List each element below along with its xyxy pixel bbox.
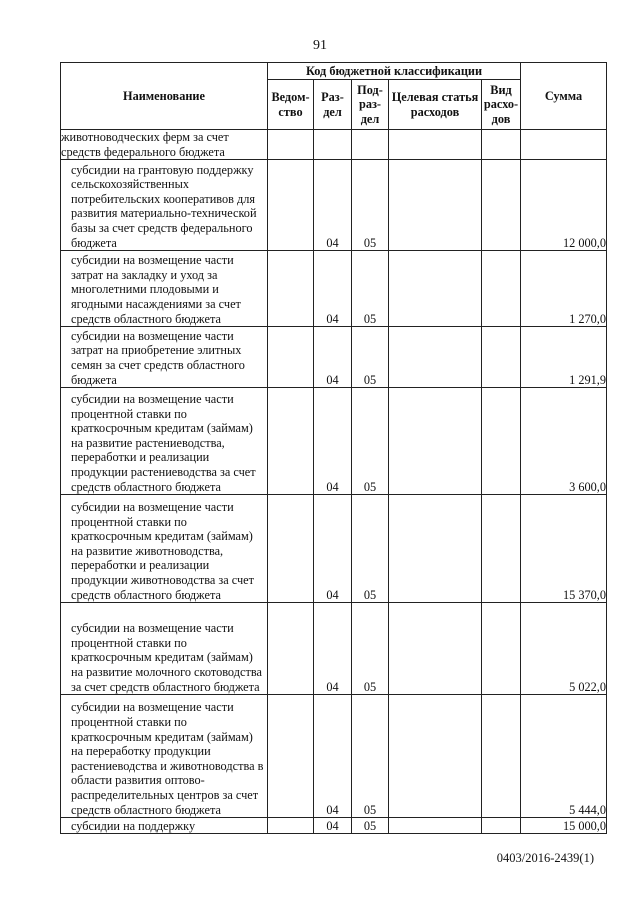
row-dept [268, 160, 314, 251]
table-header [61, 63, 607, 130]
row-name [61, 603, 268, 695]
row-name [61, 388, 268, 495]
row-target [389, 130, 482, 160]
col-header-sum: Сумма [521, 63, 607, 130]
row-name-text: субсидии на возмещение части процентной ставки по краткосрочным кредитам (займам) на переработку продукции растениеводства и животноводства в области развития оптово-распределительных центров за счет средств областного бюджета [71, 700, 264, 817]
row-sum: 3 600,0 [521, 388, 607, 495]
row-section: 04 [314, 495, 352, 603]
row-subsection: 05 [352, 160, 389, 251]
row-section: 04 [314, 251, 352, 327]
row-sum: 1 291,9 [521, 327, 607, 388]
budget-table [60, 62, 607, 834]
table-row [61, 495, 607, 603]
row-section: 04 [314, 327, 352, 388]
row-kind [482, 388, 521, 495]
row-dept [268, 695, 314, 818]
row-sum [521, 130, 607, 160]
document-code: 0403/2016-2439(1) [496, 851, 594, 865]
row-name [61, 495, 268, 603]
row-target [389, 603, 482, 695]
table-row [61, 160, 607, 251]
row-sum: 1 270,0 [521, 251, 607, 327]
row-kind [482, 495, 521, 603]
row-name: животноводческих ферм за счет средств федерального бюджета [61, 130, 268, 160]
row-kind [482, 818, 521, 834]
row-dept [268, 495, 314, 603]
row-target [389, 695, 482, 818]
row-name [61, 251, 268, 327]
row-subsection: 05 [352, 251, 389, 327]
row-subsection: 05 [352, 388, 389, 495]
row-name-text: субсидии на грантовую поддержку сельскохозяйственных потребительских кооперативов для развития материально-технической базы за счет средств федерального бюджета [71, 162, 257, 250]
row-name [61, 327, 268, 388]
row-dept [268, 603, 314, 695]
row-name-text: субсидии на возмещение части процентной ставки по краткосрочным кредитам (займам) на развитие растениеводства, переработки и реализации продукции растениеводства за счет средств областного бюджета [71, 392, 256, 494]
row-section: 04 [314, 818, 352, 834]
row-dept [268, 818, 314, 834]
row-kind [482, 695, 521, 818]
row-subsection: 05 [352, 327, 389, 388]
row-kind [482, 130, 521, 160]
row-sum: 5 444,0 [521, 695, 607, 818]
col-header-kind: Вид расхо-дов [482, 80, 521, 130]
row-subsection: 05 [352, 695, 389, 818]
row-target [389, 818, 482, 834]
row-kind [482, 251, 521, 327]
col-header-classification-group: Код бюджетной классификации [268, 63, 521, 80]
row-target [389, 160, 482, 251]
row-name-text: субсидии на возмещение части процентной ставки по краткосрочным кредитам (займам) на развитие молочного скотоводства за счет средств областного бюджета [71, 621, 262, 694]
table-row [61, 818, 607, 834]
row-target [389, 251, 482, 327]
row-target [389, 495, 482, 603]
row-dept [268, 327, 314, 388]
row-sum: 15 370,0 [521, 495, 607, 603]
row-name [61, 818, 268, 834]
row-name-text: субсидии на возмещение части процентной ставки по краткосрочным кредитам (займам) на развитие животноводства, переработки и реализации продукции животноводства за счет средств областного бюджета [71, 500, 255, 602]
col-header-section: Раз-дел [314, 80, 352, 130]
row-section [314, 130, 352, 160]
table-row [61, 388, 607, 495]
row-section: 04 [314, 388, 352, 495]
row-kind [482, 327, 521, 388]
col-header-name: Наименование [61, 63, 268, 130]
row-sum: 5 022,0 [521, 603, 607, 695]
row-kind [482, 160, 521, 251]
row-subsection: 05 [352, 818, 389, 834]
row-subsection [352, 130, 389, 160]
row-dept [268, 130, 314, 160]
col-header-target: Целевая статья расходов [389, 80, 482, 130]
row-target [389, 388, 482, 495]
table-body [61, 130, 607, 834]
table-row [61, 603, 607, 695]
row-name-text: субсидии на возмещение части затрат на закладку и уход за многолетними плодовыми и ягодными насаждениями за счет средств областного бюджета [71, 253, 241, 326]
row-sum: 12 000,0 [521, 160, 607, 251]
page-number: 91 [313, 38, 327, 53]
row-name [61, 695, 268, 818]
row-sum: 15 000,0 [521, 818, 607, 834]
row-dept [268, 251, 314, 327]
row-section: 04 [314, 160, 352, 251]
table-row [61, 327, 607, 388]
col-header-subsection: Под-раз-дел [352, 80, 389, 130]
row-name [61, 160, 268, 251]
row-subsection: 05 [352, 495, 389, 603]
row-kind [482, 603, 521, 695]
row-subsection: 05 [352, 603, 389, 695]
row-name-text: субсидии на возмещение части затрат на приобретение элитных семян за счет средств областного бюджета [71, 328, 245, 387]
row-name-text: субсидии на поддержку [71, 818, 196, 833]
table-row [61, 695, 607, 818]
row-target [389, 327, 482, 388]
col-header-dept: Ведом-ство [268, 80, 314, 130]
row-dept [268, 388, 314, 495]
table-row [61, 130, 607, 160]
row-section: 04 [314, 695, 352, 818]
row-section: 04 [314, 603, 352, 695]
table-row [61, 251, 607, 327]
